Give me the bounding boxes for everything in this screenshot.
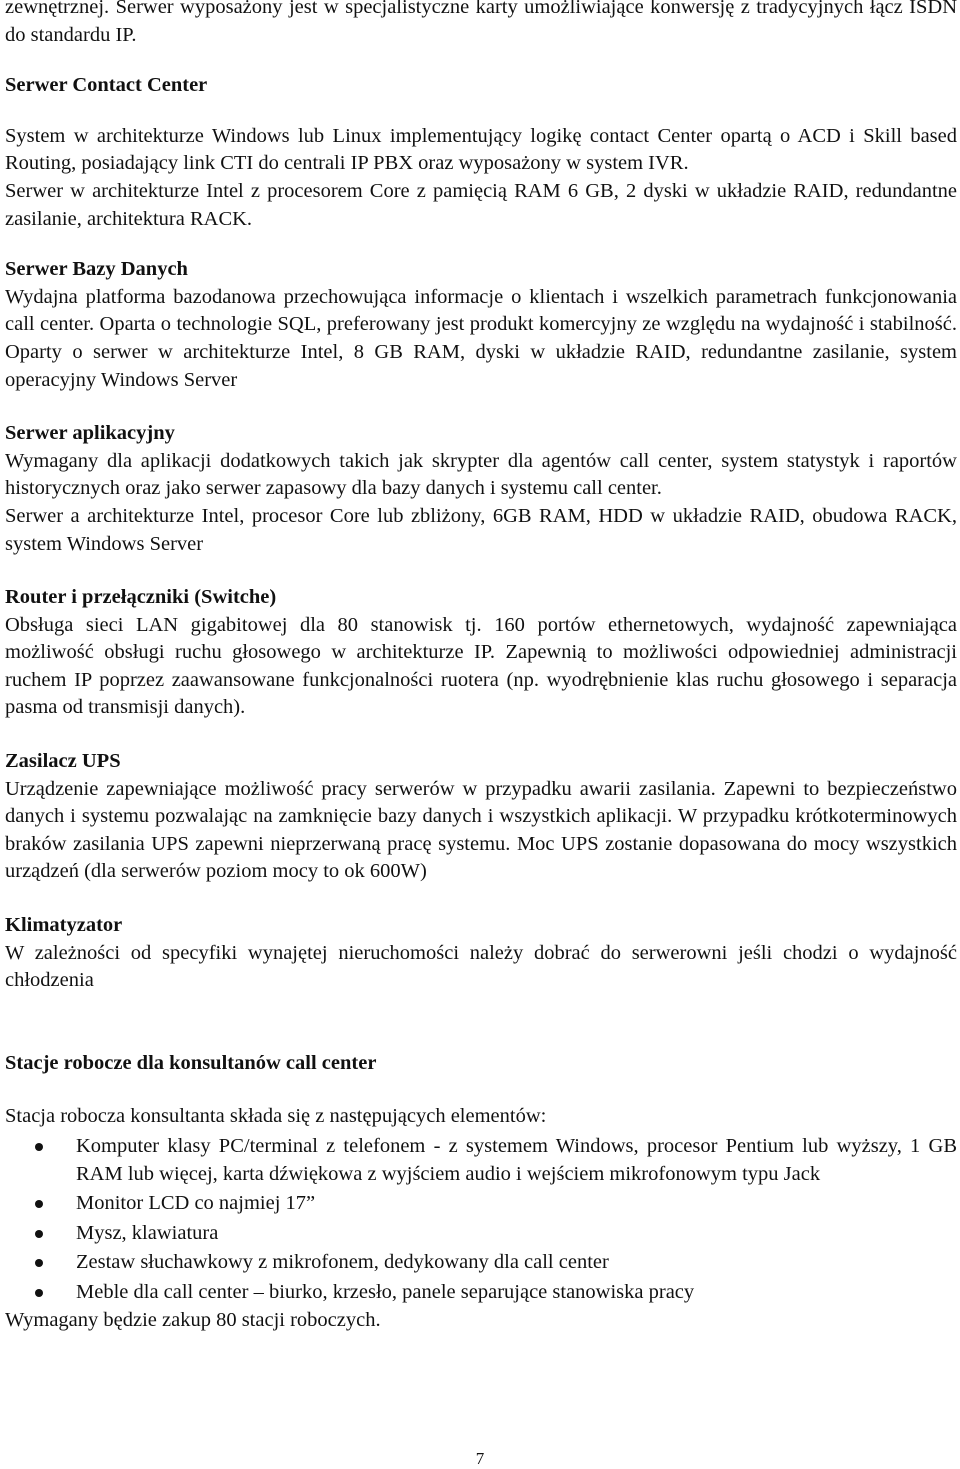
workstation-components-list (5, 1133, 957, 1307)
database-heading: Serwer Bazy Danych (5, 258, 188, 281)
workstations-intro: Stacja robocza konsultanta składa się z następujących elementów: (5, 1105, 547, 1128)
database-paragraph: Wydajna platforma bazodanowa przechowująca informacje o klientach i wszelkich parametrach funkcjonowania call center. Oparta o technologie SQL, preferowany jest produkt komercyjny ze względu na wydajność i stabilność. Oparty o serwer w architekturze Intel, 8 GB RAM, dyski w układzie RAID, redundantne zasilanie, system operacyjny Windows Server (5, 285, 957, 391)
workstations-closing: Wymagany będzie zakup 80 stacji roboczych. (5, 1308, 381, 1331)
contact-center-paragraph: System w architekturze Windows lub Linux implementujący logikę contact Center opartą o ACD i Skill based Routing, posiadający link CTI do centrali IP PBX oraz wyposażony w system IVR. (5, 124, 957, 175)
list-item-text: Zestaw słuchawkowy z mikrofonem, dedykowany dla call center (76, 1251, 609, 1274)
list-item (5, 1249, 957, 1277)
intro-continuation: zewnętrznej. Serwer wyposażony jest w specjalistyczne karty umożliwiające konwersję z tradycyjnych łącz ISDN do standardu IP. (5, 0, 957, 46)
contact-center-heading: Serwer Contact Center (5, 74, 208, 97)
list-item (5, 1279, 957, 1307)
list-item-text: Monitor LCD co najmiej 17” (76, 1192, 316, 1215)
app-server-specs: Serwer a architekturze Intel, procesor Core lub zbliżony, 6GB RAM, HDD w układzie RAID, obudowa RACK, system Windows Server (5, 504, 957, 555)
ups-heading: Zasilacz UPS (5, 750, 121, 773)
list-item (5, 1133, 957, 1188)
workstations-heading: Stacje robocze dla konsultanów call center (5, 1051, 377, 1074)
bullet-icon (35, 1143, 43, 1151)
ups-paragraph: Urządzenie zapewniające możliwość pracy serwerów w przypadku awarii zasilania. Zapewni to bezpieczeństwo danych i systemu pozwalając na zamknięcie bazy danych i wszystkich aplikacji. W przypadku krótkoterminowych braków zasilania UPS zapewni nieprzerwaną pracę systemu. Moc UPS zostanie dopasowana do mocy wszystkich urządzeń (dla serwerów poziom mocy to ok 600W) (5, 777, 957, 883)
contact-center-server-specs: Serwer w architekturze Intel z procesorem Core z pamięcią RAM 6 GB, 2 dyski w układzie RAID, redundantne zasilanie, architektura RACK. (5, 179, 957, 230)
router-heading: Router i przełączniki (Switche) (5, 586, 277, 609)
bullet-icon (35, 1200, 43, 1208)
list-item-text: Komputer klasy PC/terminal z telefonem - z systemem Windows, procesor Pentium lub wyższy, 1 GB RAM lub więcej, karta dźwiękowa z wyjściem audio i wejściem mikrofonowym typu Jack (76, 1135, 957, 1185)
list-item (5, 1190, 957, 1218)
aircon-heading: Klimatyzator (5, 914, 123, 937)
router-paragraph: Obsługa sieci LAN gigabitowej dla 80 stanowisk tj. 160 portów ethernetowych, wydajność zapewniająca możliwość obsługi ruchu głosowego w architekturze IP. Zapewnią to możliwości odpowiedniej administracji ruchem IP poprzez zaawansowane funkcjonalności ruotera (np. wyodrębnienie klas ruchu głosowego i separacja pasma od transmisji danych). (5, 613, 957, 719)
app-server-paragraph: Wymagany dla aplikacji dodatkowych takich jak skrypter dla agentów call center, system statystyk i raportów historycznych oraz jako serwer zapasowy dla bazy danych i systemu call center. (5, 449, 957, 500)
list-item (5, 1220, 957, 1248)
aircon-paragraph: W zależności od specyfiki wynajętej nieruchomości należy dobrać do serwerowni jeśli chodzi o wydajność chłodzenia (5, 941, 957, 992)
page-number: 7 (475, 1449, 485, 1468)
document-page (5, 0, 957, 1334)
app-server-heading: Serwer aplikacyjny (5, 422, 175, 445)
bullet-icon (35, 1230, 43, 1238)
list-item-text: Mysz, klawiatura (76, 1221, 219, 1244)
list-item-text: Meble dla call center – biurko, krzesło, panele separujące stanowiska pracy (76, 1280, 695, 1303)
bullet-icon (35, 1289, 43, 1297)
bullet-icon (35, 1259, 43, 1267)
